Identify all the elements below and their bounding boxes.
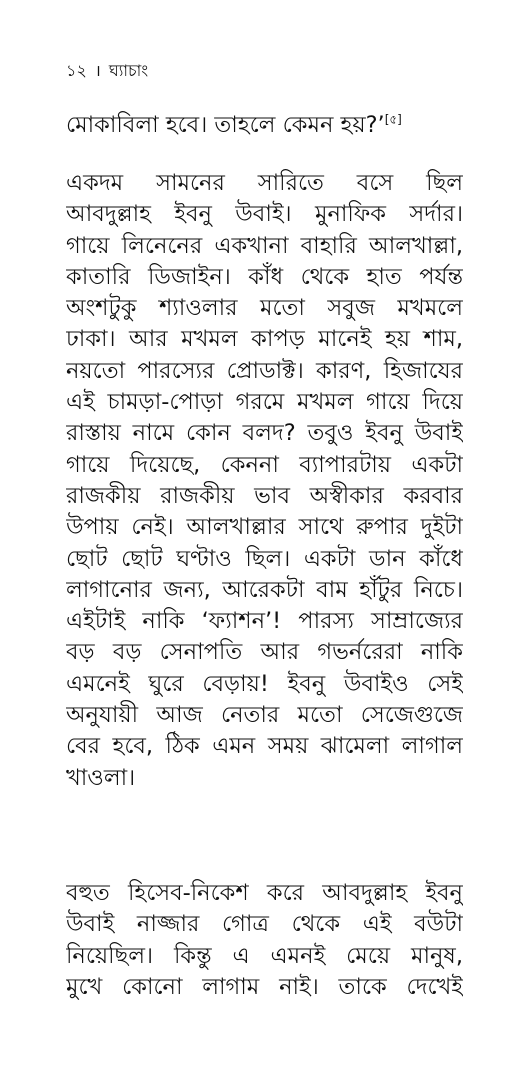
text-line: খাওলা। <box>66 764 136 791</box>
text-line: আবদুল্লাহ ইবনু উবাই। মুনাফিক সর্দার। <box>66 201 463 228</box>
text-line: গায়ে লিনেনের একখানা বাহারি আলখাল্লা, <box>66 232 463 259</box>
running-header <box>66 60 148 82</box>
text-line: এইটাই নাকি ‘ফ্যাশন’! পারস্য সাম্রাজ্যের <box>66 608 463 635</box>
text-line: ছোট ছোট ঘণ্টাও ছিল। একটা ডান কাঁধে <box>66 545 463 572</box>
text-line: এমনেই ঘুরে বেড়ায়! ইবনু উবাইও সেই <box>66 670 463 697</box>
footnote-marker: [৫] <box>384 112 402 127</box>
text-line: অনুযায়ী আজ নেতার মতো সেজেগুজে <box>66 702 463 729</box>
text-line: নয়তো পারস্যের প্রোডাক্ট। কারণ, হিজাযের <box>66 357 463 384</box>
text-line: মুখে কোনো লাগাম নাই। তাকে দেখেই <box>66 973 463 1000</box>
text-line: মোকাবিলা হবে। তাহলে কেমন হয়?’[৫] <box>66 112 402 138</box>
text-line: একদম সামনের সারিতে বসে ছিল <box>66 170 463 196</box>
text-line: এই চামড়া-পোড়া গরমে মখমল গায়ে দিয়ে <box>66 389 463 416</box>
text-line: লাগানোর জন্য, আরেকটা বাম হাঁটুর নিচে। <box>66 576 463 603</box>
book-title: ঘ্যাচাং <box>108 61 149 80</box>
paragraph-1 <box>66 110 463 141</box>
text-line: গায়ে দিয়েছে, কেননা ব্যাপারটায় একটা <box>66 451 463 478</box>
text-line: ঢাকা। আর মখমল কাপড় মানেই হয় শাম, <box>66 326 463 353</box>
text-line: রাস্তায় নামে কোন বলদ? তবুও ইবনু উবাই <box>66 420 463 447</box>
text-line: বহুত হিসেব-নিকেশ করে আবদুল্লাহ ইবনু <box>66 880 463 906</box>
text-line: উপায় নেই। আলখাল্লার সাথে রুপার দুইটা <box>66 514 463 541</box>
paragraph-3 <box>66 878 463 1003</box>
text-line: রাজকীয় রাজকীয় ভাব অস্বীকার করবার <box>66 482 463 509</box>
text-line: বড় বড় সেনাপতি আর গভর্নরেরা নাকি <box>66 639 463 666</box>
text-line: নিয়েছিল। কিন্তু এ এমনই মেয়ে মানুষ, <box>66 942 463 969</box>
text-line: উবাই নাজ্জার গোত্র থেকে এই বউটা <box>66 911 463 938</box>
page-number: ১২ <box>66 61 87 80</box>
text-line: অংশটুকু শ্যাওলার মতো সবুজ মখমলে <box>66 295 463 322</box>
header-separator: । <box>94 61 101 80</box>
text-line: বের হবে, ঠিক এমন সময় ঝামেলা লাগাল <box>66 733 463 760</box>
paragraph-2 <box>66 168 463 794</box>
text-line: কাতারি ডিজাইন। কাঁধ থেকে হাত পর্যন্ত <box>66 263 463 290</box>
